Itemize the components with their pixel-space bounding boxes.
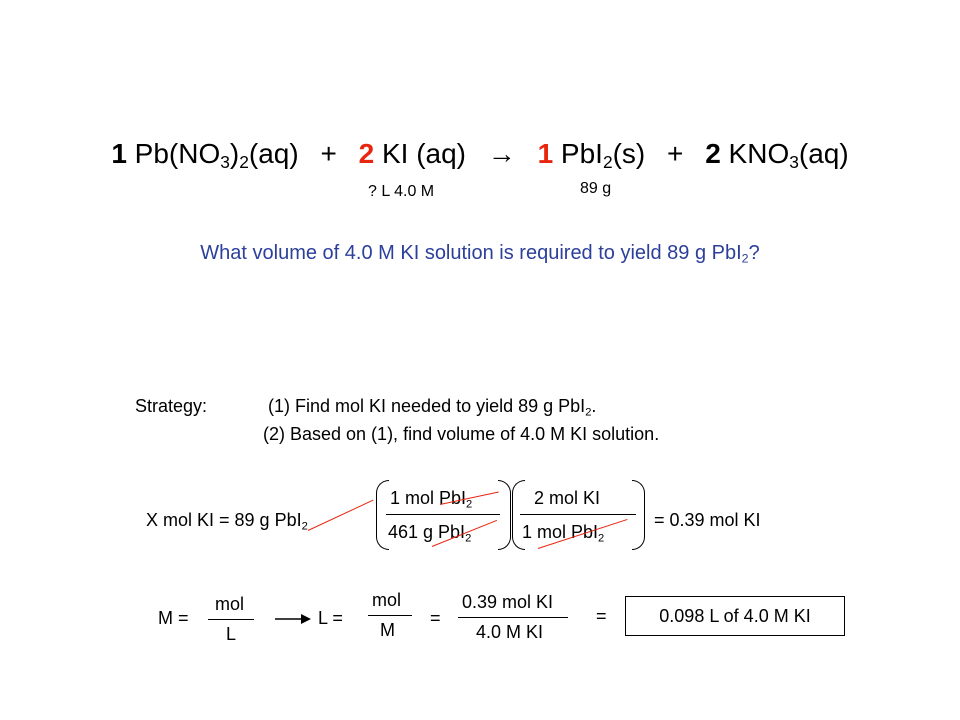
reactant-ki: KI (aq) bbox=[381, 138, 466, 169]
balanced-equation bbox=[0, 138, 960, 173]
molarity-denominator: L bbox=[226, 624, 237, 644]
strategy-step-1: (1) Find mol KI needed to yield 89 g PbI$_2$. bbox=[268, 396, 597, 419]
coefficient-kno3: 2 bbox=[705, 138, 721, 169]
equals-sign-1: = bbox=[430, 608, 441, 628]
pbi2-given-annotation: 89 g bbox=[580, 180, 612, 197]
strategy-step-2: (2) Based on (1), find volume of 4.0 M KI solution. bbox=[263, 424, 660, 444]
volume-denominator: 4.0 M KI bbox=[476, 622, 544, 642]
final-answer: 0.098 L of 4.0 M KI bbox=[659, 606, 811, 626]
product-potassium-nitrate: $KNO_3(aq)$ bbox=[728, 138, 849, 173]
plus-sign: + bbox=[667, 138, 684, 169]
coefficient-pb-nitrate: 1 bbox=[111, 138, 127, 169]
cancel-strike-lhs bbox=[308, 500, 374, 531]
right-paren-factor-1 bbox=[498, 480, 511, 550]
liters-numerator: mol bbox=[372, 590, 402, 610]
calc-result: = 0.39 mol KI bbox=[654, 510, 761, 530]
product-lead-iodide: PbI$_2$(s) bbox=[560, 138, 646, 173]
factor2-denominator: 1 mol PbI$_2$ bbox=[522, 522, 605, 545]
arrow-right-icon bbox=[275, 614, 311, 624]
right-paren-factor-2 bbox=[632, 480, 645, 550]
factor2-numerator: 2 mol KI bbox=[534, 488, 601, 508]
volume-numerator: 0.39 mol KI bbox=[462, 592, 554, 612]
molarity-numerator: mol bbox=[215, 594, 245, 614]
factor1-denominator: 461 g PbI$_2$ bbox=[388, 522, 472, 545]
equals-sign-2: = bbox=[596, 606, 607, 626]
final-answer-box bbox=[625, 596, 845, 636]
plus-sign: + bbox=[320, 138, 337, 169]
question-text: What volume of 4.0 M KI solution is required to yield 89 g PbI$_2$? bbox=[200, 242, 760, 266]
liters-fraction-bar bbox=[368, 615, 412, 616]
factor1-numerator: 1 mol PbI$_2$ bbox=[390, 488, 473, 511]
factor1-fraction-bar bbox=[386, 514, 500, 515]
liters-denominator: M bbox=[380, 620, 395, 640]
strategy-label: Strategy: bbox=[135, 396, 208, 416]
calc-lhs: X mol KI = 89 g PbI$_2$ bbox=[146, 510, 308, 533]
molarity-m-equals: M = bbox=[158, 608, 189, 628]
ki-given-annotation: ? L 4.0 M bbox=[368, 183, 435, 200]
reaction-arrow-icon: → bbox=[487, 138, 516, 169]
volume-fraction-bar bbox=[458, 617, 568, 618]
molarity-fraction-bar bbox=[208, 619, 254, 620]
coefficient-ki: 2 bbox=[358, 138, 375, 169]
factor2-fraction-bar bbox=[520, 514, 636, 515]
liters-l-equals: L = bbox=[318, 608, 343, 628]
coefficient-pbi2: 1 bbox=[537, 138, 554, 169]
reactant-lead-nitrate: $Pb(NO_3)_2(aq)$ bbox=[134, 138, 299, 173]
